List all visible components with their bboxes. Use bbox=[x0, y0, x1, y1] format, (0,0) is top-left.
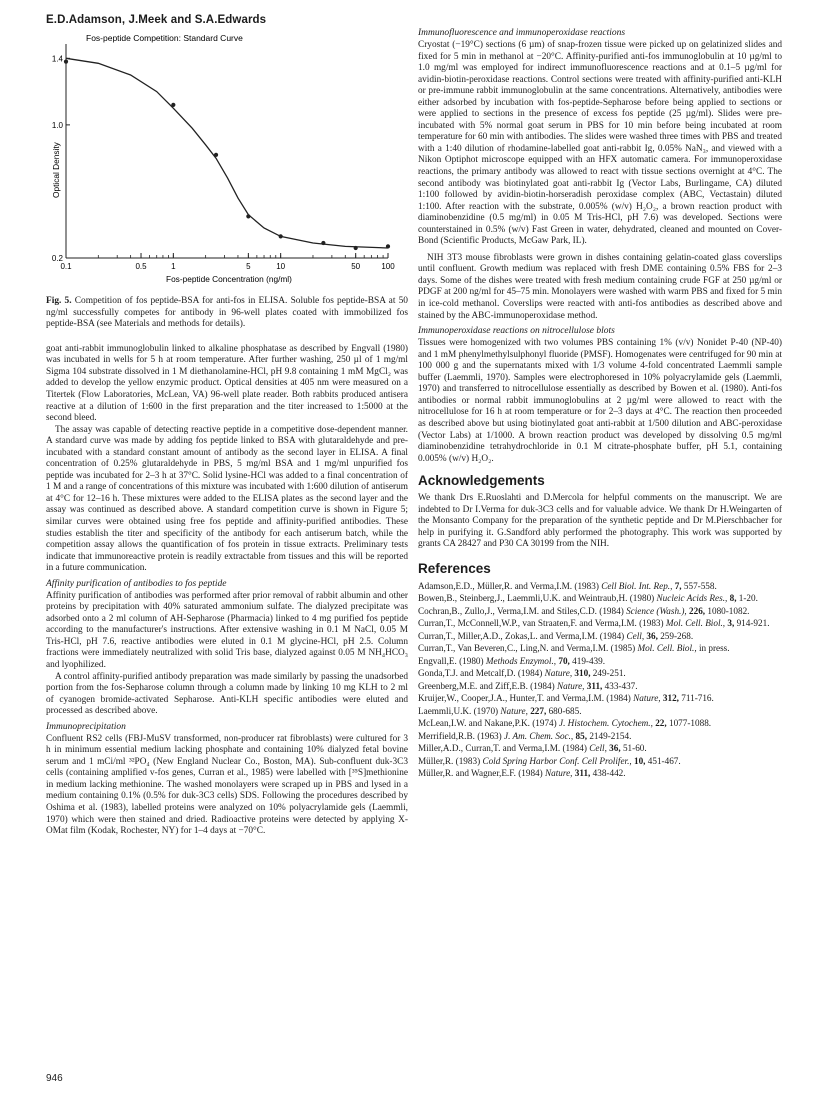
body-paragraph: Tissues were homogenized with two volumes PBS containing 1% (v/v) Nonidet P-40 (NP-40) and 1 mM phenylmethylsulphonyl fluoride (PMSF). Homogenates were centrifuged for 90 min at 100 000 g and the supernatants mixed with 1/3 volume 4-fold concentrated Laemmli sample buffer (Laemmli, 1970). Samples were electrophoresed in 10% polyacrylamide gels (Laemmli, 1970) and transferred to nitrocellulose essentially as described by Bowen et al. (1980). Anti-fos antibodies or normal rabbit immunoglobulins at 2 µg/ml were allowed to react with the nitrocellulose for 16 h at room temperature or for 2–3 days at 4°C. The reaction then proceeded as described above but using biotinylated goat anti-rabbit at 1/500 dilution and ABC-peroxidase (Vector Labs) at 1/1000. A brown reaction product was developed by dissolving 0.5 mg/ml diaminobenzidine tetrahydrochloride in 0.1 M citrate-phosphate buffer, pH 5.1, containing 0.005% (w/v) H₂O₂. bbox=[418, 338, 782, 464]
reference-item bbox=[418, 756, 782, 767]
reference-authors: Müller,R. and Wagner,E.F. (1984) bbox=[418, 768, 545, 779]
reference-volume: 85, bbox=[575, 730, 590, 741]
reference-pages: 2149-2154. bbox=[589, 730, 632, 741]
x-tick-label: 100 bbox=[381, 262, 395, 271]
reference-journal: Nature, bbox=[500, 705, 531, 716]
figure-5 bbox=[46, 28, 408, 292]
reference-item bbox=[418, 681, 782, 692]
section-heading: Immunoprecipitation bbox=[46, 721, 126, 732]
right-column bbox=[418, 28, 782, 781]
reference-authors: Adamson,E.D., Müller,R. and Verma,I.M. (1983) bbox=[418, 580, 602, 591]
data-point bbox=[386, 244, 390, 248]
reference-authors: Engvall,E. (1980) bbox=[418, 655, 486, 666]
reference-authors: Curran,T., McConnell,W.P., van Straaten,F. and Verma,I.M. (1983) bbox=[418, 618, 666, 629]
reference-item bbox=[418, 768, 782, 779]
reference-volume: 36, bbox=[609, 743, 623, 754]
reference-volume: 10, bbox=[633, 755, 648, 766]
body-paragraph: Confluent RS2 cells (FBJ-MuSV transformed, non-producer rat fibroblasts) were cultured for 3 h in minimum essential medium lacking phosphate and containing 10% dialyzed fetal bovine serum and 1 mCi/ml ³²PO₄ (New England Nuclear Co., Boston, MA). Sub-confluent duk-3C3 cells (containing amplified v-fos genes, Curran et al., 1985) were labelled with [³⁵S]methionine in medium lacking methionine. The washed monolayers were scraped up in PBS and lysed in a medium containing 0.1% (0.5% for duk-3C3 cells) SDS. Following the procedures described by Oshima et al. (1983), labelled proteins were analyzed on 10% polyacrylamide gels (Laemmli, 1970) which were then stained and dried. Radioactive proteins were detected by applying X-OMat film (Kodak, Rochester, NY) for 1–4 days at −70°C. bbox=[46, 733, 408, 837]
reference-list bbox=[418, 581, 782, 780]
section-heading: Immunoperoxidase reactions on nitrocellulose blots bbox=[418, 326, 615, 337]
reference-volume: 36, bbox=[646, 630, 661, 641]
reference-pages: 680-685. bbox=[548, 705, 582, 716]
chart-title: Fos-peptide Competition: Standard Curve bbox=[86, 33, 243, 43]
reference-pages: 438-442. bbox=[592, 768, 626, 779]
reference-journal: Cold Spring Harbor Conf. Cell Prolifer., bbox=[482, 755, 634, 766]
x-tick-label: 5 bbox=[246, 262, 251, 271]
y-tick-label: 1.0 bbox=[51, 120, 63, 130]
acknowledgements-heading: Acknowledgements bbox=[418, 473, 545, 489]
reference-authors: Curran,T., Miller,A.D., Zokas,L. and Verma,I.M. (1984) bbox=[418, 630, 627, 641]
reference-pages: 1077-1088. bbox=[668, 718, 712, 729]
body-paragraph: Affinity purification of antibodies was performed after prior removal of rabbit albumin and other proteins by precipitation with 40% saturated ammonium sulfate. The dialyzed precipitate was adsorbed onto a 2 ml column of AH-Sepharose (Pharmacia) linked to 4 mg purified fos peptide according to the manufacturer's instructions. After extensive washing in 0.1 M NaCl, 0.05 M Tris-HCl, pH 7.6, reactive antibodies were eluted in 0.1 M glycine-HCl, pH 2.5. Column fractions were immediately neutralized with solid Tris base, dialyzed against 0.05 M NH₄HCO₃ and lyophilized. bbox=[46, 590, 408, 670]
data-point bbox=[354, 246, 358, 250]
data-point bbox=[64, 60, 68, 64]
reference-journal: Nucleic Acids Res., bbox=[656, 593, 730, 604]
reference-volume: 226, bbox=[689, 605, 708, 616]
reference-journal: Mol. Cell. Biol., bbox=[665, 618, 728, 629]
reference-item bbox=[418, 693, 782, 704]
reference-authors: Miller,A.D., Curran,T. and Verma,I.M. (1984) bbox=[418, 743, 590, 754]
reference-pages: 914-921. bbox=[736, 618, 770, 629]
chart-xlabel: Fos-peptide Concentration (ng/ml) bbox=[166, 274, 292, 284]
figure-caption-text: Competition of fos peptide-BSA for anti-fos in ELISA. Soluble fos peptide-BSA at 50 ng/ml successfully competes for antibody in 96-well plates coated with immobilized fos peptide-BSA (see Materials and methods for details). bbox=[46, 296, 408, 330]
figure-label: Fig. 5. bbox=[46, 296, 72, 306]
reference-journal: Nature, bbox=[544, 768, 575, 779]
reference-item bbox=[418, 581, 782, 592]
reference-journal: Nature, bbox=[544, 668, 575, 679]
reference-pages: 249-251. bbox=[592, 668, 626, 679]
reference-journal: Cell, bbox=[589, 743, 610, 754]
reference-item bbox=[418, 656, 782, 667]
section-heading: Affinity purification of antibodies to fos peptide bbox=[46, 578, 227, 589]
x-tick-label: 50 bbox=[351, 262, 361, 271]
reference-pages: in press. bbox=[698, 643, 730, 654]
reference-authors: Laemmli,U.K. (1970) bbox=[418, 705, 501, 716]
reference-journal: Cell Biol. Int. Rep., bbox=[601, 580, 675, 591]
left-column bbox=[46, 28, 408, 838]
reference-authors: Kruijer,W., Cooper,J.A., Hunter,T. and Verma,I.M. (1984) bbox=[418, 693, 634, 704]
reference-authors: Müller,R. (1983) bbox=[418, 755, 483, 766]
section-heading: Immunofluorescence and immunoperoxidase reactions bbox=[418, 28, 626, 38]
acknowledgements-text: We thank Drs E.Ruoslahti and D.Mercola for helpful comments on the manuscript. We are indebted to Dr I.Verma for duk-3C3 cells and for valuable advice. We thank Dr H.Weingarten of the Monsanto Company for the preparation of the synthetic peptide and Dr M.Pierschbacher for help in purifying it. G.Sandford ably performed the photography. This work was supported by grants CA 28427 and P30 CA 30199 from the NIH. bbox=[418, 493, 782, 550]
reference-journal: Cell, bbox=[626, 630, 647, 641]
reference-authors: Cochran,B., Zullo,J., Verma,I.M. and Stiles,C.D. (1984) bbox=[418, 605, 627, 616]
body-paragraph: A control affinity-purified antibody preparation was made similarly by passing the unadsorbed portion from the fos-Sepharose column through a column made by linking 10 mg KLH to 2 ml of cyanogen bromide-activated Sepharose. Anti-KLH specific antibodies were eluted and processed as described above. bbox=[46, 671, 408, 717]
reference-journal: Science (Wash.), bbox=[626, 605, 689, 616]
body-paragraph: NIH 3T3 mouse fibroblasts were grown in dishes containing gelatin-coated glass coverslips until confluent. Growth medium was replaced with fresh DME containing 0.5% FBS for 2–3 days. Some of the dishes were treated with fresh medium containing crude FGF at 250 µg/ml or PDGF at 200 ng/ml for 45–75 min. Monolayers were washed with warm PBS and fixed for 5 min in ice-cold methanol. Coverslips were reacted with anti-fos antibodies as described above and stained by the ABC-immunoperoxidase method. bbox=[418, 252, 782, 321]
reference-pages: 419-439. bbox=[572, 655, 606, 666]
body-paragraph: goat anti-rabbit immunoglobulin linked to alkaline phosphatase as described by Engvall (1980) was incubated in wells for 5 h at room temperature. After further washing, 250 µl of 1 mg/ml Sigma 104 substrate dissolved in 1 M diethanolamine-HCl, pH 9.8 containing 1 mM MgCl₂ was added to develop the yellow enzymic product. Optical densities at 405 nm were measured on a Titertek (Flow Laboratories, McLean, VA) 96-well plate reader. Both rabbits produced antisera reactive at a dilution of 1:600 in the first preparation and the titer increased to 1:5000 at the second bleed. bbox=[46, 343, 408, 424]
data-point bbox=[246, 214, 250, 218]
reference-item bbox=[418, 668, 782, 679]
reference-item bbox=[418, 706, 782, 717]
standard-curve-chart bbox=[46, 28, 408, 292]
chart-ylabel: Optical Density bbox=[51, 142, 61, 198]
running-header: E.D.Adamson, J.Meek and S.A.Edwards bbox=[46, 14, 267, 26]
figure-caption bbox=[46, 296, 408, 331]
reference-volume: 310, bbox=[574, 668, 593, 679]
reference-volume: 227, bbox=[530, 705, 549, 716]
reference-journal: Methods Enzymol., bbox=[485, 655, 559, 666]
reference-item bbox=[418, 618, 782, 629]
reference-volume: 8, bbox=[729, 593, 739, 604]
body-paragraph: Cryostat (−19°C) sections (6 µm) of snap-frozen tissue were picked up on gelatinized slides and fixed for 5 min in methanol at −20°C. Affinity-purified anti-fos immunoglobulin at 10 µg/ml to 1.0 mg/ml was employed for indirect immunofluorescence reactions and at 0.1–5 µg/ml for avidin-biotin-peroxidase reactions. Control sections were treated with affinity-purified anti-KLH or pre-immune rabbit immunoglobulin at the same concentrations. Alternatively, antibodies were either adsorbed by incubation with fos-peptide-Sepharose before being applied to sections or were applied to sections in the presence of excess fos peptide (25 µg/ml). Slides were pre-incubated with 5% normal goat serum in PBS for 10 min before being incubated at room temperature for 60 min with antibodies. The slides were washed three times with PBS and treated with a 1:40 dilution of rhodamine-labelled goat anti-rabbit Ig, 0.05% NaN₃, and viewed with a Nikon Optiphot microscope equipped with an HFX automatic camera. For immunoperoxidase reactions, the primary antibody was allowed to react with tissue sections overnight at 4°C. The second antibody was biotinylated goat anti-rabbit Ig (Vector Labs, Burlingame, CA) diluted 1:100 followed by avidin-biotin-horseradish peroxidase complex (ABC, Vectastain) diluted 1:100. After reaction with the substrate, 0.005% (w/v) H₂O₂, a brown reaction product with diaminobenzidine (0.5 mg/ml) in 0.05 M Tris-HCl, pH 7.6) was developed. Sections were counterstained in 0.5% (w/v) Fast Green in water, dehydrated, cleaned and mounted on Cover-Bond (Scientific Products, McGaw Park, IL). bbox=[418, 40, 782, 247]
reference-item bbox=[418, 718, 782, 729]
reference-volume: 3, bbox=[727, 618, 737, 629]
reference-pages: 711-716. bbox=[681, 693, 714, 704]
reference-item bbox=[418, 631, 782, 642]
reference-volume: 22, bbox=[655, 718, 669, 729]
x-tick-label: 1 bbox=[171, 262, 176, 271]
reference-volume: 7, bbox=[674, 580, 684, 591]
reference-item bbox=[418, 731, 782, 742]
data-point bbox=[171, 103, 175, 107]
reference-authors: Bowen,B., Steinberg,J., Laemmli,U.K. and Weintraub,H. (1980) bbox=[418, 593, 657, 604]
body-paragraph: The assay was capable of detecting reactive peptide in a competitive dose-dependent manner. A standard curve was made by adding fos peptide linked to BSA with glutaraldehyde and pre-incubated with a standard constant amount of antibody as the second layer in ELISA. A final concentration of 0.25% glutaraldehyde in PBS, 5 mg/ml BSA and 1 mg/ml unpurified fos peptide was incubated for 2–3 h at 37°C. Solid lysine-HCl was added to a final concentration of 1 M and a range of concentrations of this mixture was incubated with 1:600 dilution of antiserum at 4°C for 12–16 h. These mixtures were added to the ELISA plates as the second layer and the assay was continued as described above. A standard competition curve is shown in Figure 5; similar curves were obtained using free fos peptide and affinity-purified antibodies. These studies establish the titer and specificity of the antibody for each antiserum batch, while the competition assay allows the quantification of fos protein in tissue extracts. Preliminary tests indicate that immunoreactive protein is readily extractable from tissues and this will be reported in a future communication. bbox=[46, 424, 408, 574]
y-tick-label: 1.4 bbox=[51, 54, 63, 64]
reference-authors: Merrifield,R.B. (1963) bbox=[418, 730, 504, 741]
reference-journal: Nature, bbox=[633, 693, 663, 704]
reference-authors: Gonda,T.J. and Metcalf,D. (1984) bbox=[418, 668, 545, 679]
standard-curve-line bbox=[66, 58, 388, 248]
reference-volume: 311, bbox=[586, 680, 605, 691]
data-point bbox=[321, 241, 325, 245]
reference-pages: 259-268. bbox=[660, 630, 694, 641]
y-tick-label: 0.2 bbox=[51, 254, 63, 263]
x-tick-label: 0.5 bbox=[135, 262, 147, 271]
reference-item bbox=[418, 743, 782, 754]
reference-authors: Curran,T., Van Beveren,C., Ling,N. and Verma,I.M. (1985) bbox=[418, 643, 638, 654]
reference-pages: 557-558. bbox=[683, 580, 717, 591]
reference-volume: 312, bbox=[662, 693, 682, 704]
reference-item bbox=[418, 606, 782, 617]
reference-item bbox=[418, 593, 782, 604]
page-number: 946 bbox=[46, 1073, 63, 1084]
reference-item bbox=[418, 643, 782, 654]
reference-journal: Nature, bbox=[556, 680, 587, 691]
reference-authors: Greenberg,M.E. and Ziff,E.B. (1984) bbox=[418, 680, 557, 691]
x-tick-label: 10 bbox=[276, 262, 286, 271]
data-point bbox=[279, 234, 283, 238]
reference-authors: McLean,I.W. and Nakane,P.K. (1974) bbox=[418, 718, 560, 729]
reference-pages: 1080-1082. bbox=[707, 605, 750, 616]
reference-journal: J. Histochem. Cytochem., bbox=[559, 718, 656, 729]
reference-volume: 311, bbox=[574, 768, 593, 779]
reference-volume: 70, bbox=[558, 655, 573, 666]
reference-pages: 51-60. bbox=[622, 743, 647, 754]
x-tick-label: 0.1 bbox=[60, 262, 72, 271]
reference-pages: 433-437. bbox=[604, 680, 638, 691]
reference-journal: Mol. Cell. Biol., bbox=[637, 643, 699, 654]
references-heading: References bbox=[418, 560, 491, 576]
reference-pages: 451-467. bbox=[647, 755, 681, 766]
reference-journal: J. Am. Chem. Soc., bbox=[504, 730, 576, 741]
reference-pages: 1-20. bbox=[738, 593, 758, 604]
data-point bbox=[214, 153, 218, 157]
